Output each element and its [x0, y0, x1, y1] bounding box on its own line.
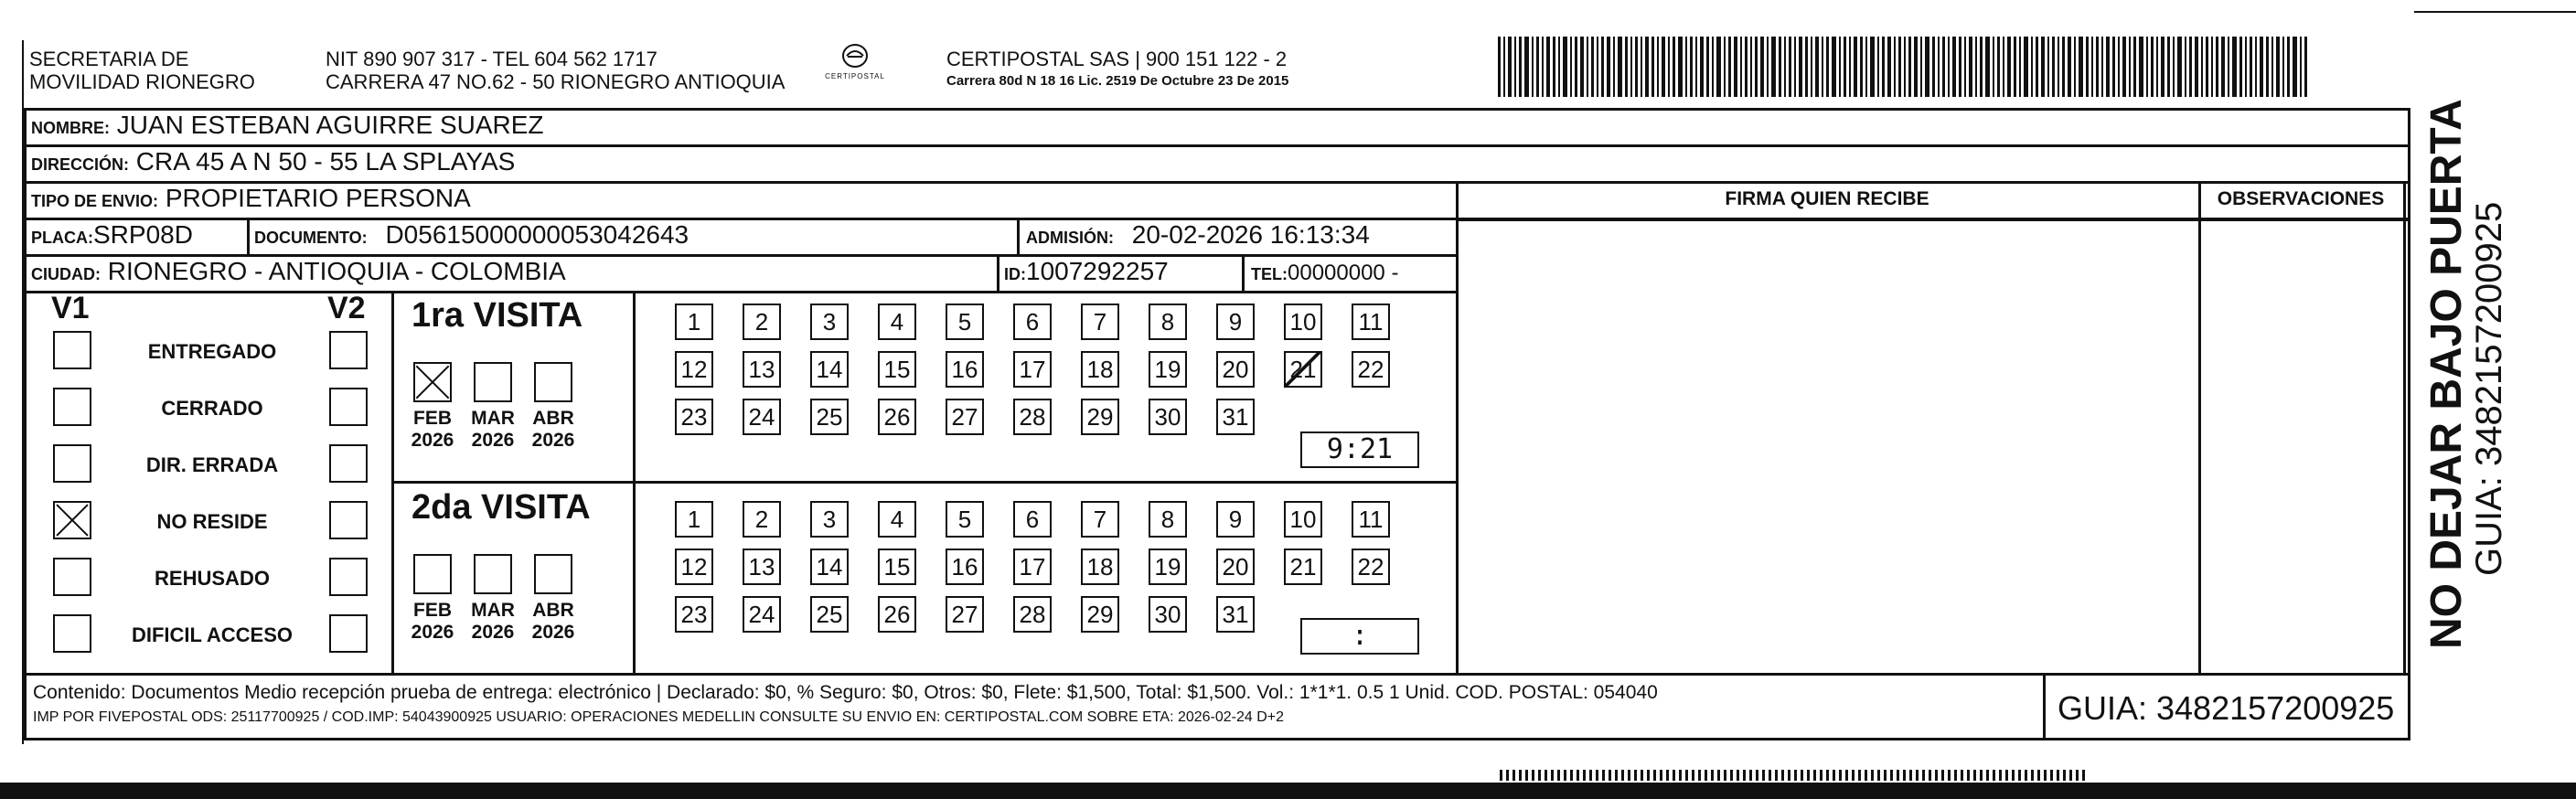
day-box[interactable]: 20: [1216, 549, 1255, 585]
month-label: ABR 2026: [531, 408, 575, 451]
v2-checkbox[interactable]: [329, 444, 368, 483]
day-box[interactable]: 9: [1216, 501, 1255, 538]
day-box[interactable]: 18: [1081, 549, 1119, 585]
day-box[interactable]: 29: [1081, 596, 1119, 633]
tel-row: [1251, 258, 1398, 288]
day-box[interactable]: 12: [675, 351, 713, 388]
day-box[interactable]: 29: [1081, 399, 1119, 435]
rule-ciudad: [24, 291, 1456, 293]
status-label: DIR. ERRADA: [145, 453, 279, 476]
side-warning: NO DEJAR BAJO PUERTA: [2422, 99, 2471, 649]
day-box[interactable]: 31: [1216, 399, 1255, 435]
bottom-barcode-fragment: [1500, 770, 2085, 781]
company-line2: Carrera 80d N 18 16 Lic. 2519 De Octubre 23 De 2015: [946, 73, 1289, 89]
day-box[interactable]: 5: [946, 501, 984, 538]
month-checkbox[interactable]: [474, 554, 512, 594]
status-label: DIFICIL ACCESO: [131, 623, 293, 646]
day-box[interactable]: 8: [1149, 501, 1187, 538]
visit1-title: 1ra VISITA: [412, 296, 583, 335]
logo-text: CERTIPOSTAL: [825, 72, 885, 80]
direccion-label: DIRECCIÓN:: [31, 155, 129, 174]
ciudad-label: CIUDAD:: [31, 265, 101, 283]
day-box[interactable]: 23: [675, 596, 713, 633]
day-box[interactable]: 24: [743, 596, 781, 633]
day-box[interactable]: 30: [1149, 399, 1187, 435]
day-box[interactable]: 3: [810, 501, 849, 538]
visit2-title: 2da VISITA: [412, 488, 591, 527]
v2-checkbox[interactable]: [329, 331, 368, 369]
month-label: MAR 2026: [471, 600, 515, 643]
status-label: CERRADO: [161, 397, 263, 420]
rule-firma-top2: [1456, 219, 2410, 221]
firma-area[interactable]: [1459, 223, 2197, 671]
day-box[interactable]: 11: [1352, 304, 1390, 340]
id-row: [1004, 258, 1169, 288]
nombre-row: [31, 112, 544, 142]
day-box[interactable]: 13: [743, 351, 781, 388]
status-label: ENTREGADO: [147, 340, 277, 363]
rule-right-top: [1456, 181, 2410, 184]
placa-row: [31, 221, 193, 251]
day-box[interactable]: 8: [1149, 304, 1187, 340]
logo-icon: [837, 42, 873, 69]
month-checkbox[interactable]: [534, 362, 572, 402]
v2-header: V2: [327, 291, 366, 325]
day-box[interactable]: 17: [1013, 351, 1052, 388]
certipostal-logo: [823, 42, 887, 90]
day-box[interactable]: 14: [810, 351, 849, 388]
company-block: [946, 48, 1288, 90]
imp-text: IMP POR FIVEPOSTAL ODS: 25117700925 / COD.IMP: 54043900925 USUARIO: OPERACIONES MEDELLIN CONSULTE SU ENVIO EN: CERTIPOSTAL.COM SOBRE ETA: 2026-02-24 D+2: [33, 709, 1285, 725]
day-box[interactable]: 2: [743, 304, 781, 340]
month-checkbox[interactable]: [474, 362, 512, 402]
month-label: MAR 2026: [471, 408, 515, 451]
v1-checkbox[interactable]: [53, 388, 91, 426]
day-box[interactable]: 26: [878, 596, 916, 633]
nit-line2: CARRERA 47 NO.62 - 50 RIONEGRO ANTIOQUIA: [326, 70, 786, 93]
tel-label: TEL:: [1251, 265, 1288, 283]
id-label: ID:: [1004, 265, 1026, 283]
day-box[interactable]: 16: [946, 549, 984, 585]
sep-id: [997, 254, 999, 291]
tipo-row: [31, 185, 471, 215]
v2-checkbox[interactable]: [329, 388, 368, 426]
direccion-value: CRA 45 A N 50 - 55 LA SPLAYAS: [135, 147, 516, 176]
day-box[interactable]: 6: [1013, 304, 1052, 340]
day-box[interactable]: 27: [946, 399, 984, 435]
month-label: FEB 2026: [411, 408, 454, 451]
org-line2: MOVILIDAD RIONEGRO: [29, 70, 255, 93]
day-box[interactable]: 11: [1352, 501, 1390, 538]
month-checkbox[interactable]: [413, 362, 452, 402]
ciudad-value: RIONEGRO - ANTIOQUIA - COLOMBIA: [107, 257, 566, 285]
tipo-value: PROPIETARIO PERSONA: [165, 184, 471, 212]
day-box[interactable]: 7: [1081, 501, 1119, 538]
day-box[interactable]: 26: [878, 399, 916, 435]
day-box[interactable]: 4: [878, 304, 916, 340]
v2-checkbox[interactable]: [329, 501, 368, 539]
day-box[interactable]: 1: [675, 501, 713, 538]
side-guia: GUIA: 3482157200925: [2469, 201, 2509, 576]
v2-checkbox[interactable]: [329, 614, 368, 653]
admision-label: ADMISIÓN:: [1026, 229, 1114, 247]
day-box[interactable]: 28: [1013, 399, 1052, 435]
barcode: [1498, 37, 2412, 97]
day-box[interactable]: 27: [946, 596, 984, 633]
admision-value: 20-02-2026 16:13:34: [1131, 220, 1370, 249]
day-box[interactable]: 19: [1149, 351, 1187, 388]
day-box[interactable]: 13: [743, 549, 781, 585]
day-box[interactable]: 1: [675, 304, 713, 340]
day-box[interactable]: 3: [810, 304, 849, 340]
top-rule: [2414, 11, 2576, 13]
sep-guia: [2043, 673, 2046, 740]
status-label: REHUSADO: [155, 567, 270, 590]
nombre-value: JUAN ESTEBAN AGUIRRE SUAREZ: [116, 111, 544, 139]
sep-placa: [247, 218, 250, 254]
day-box[interactable]: 15: [878, 549, 916, 585]
day-box[interactable]: 15: [878, 351, 916, 388]
sep-tel: [1242, 254, 1245, 291]
placa-label: PLACA:: [31, 229, 93, 247]
documento-row: [254, 221, 689, 251]
day-box[interactable]: 6: [1013, 501, 1052, 538]
day-box[interactable]: 4: [878, 501, 916, 538]
v1-checkbox[interactable]: [53, 614, 91, 653]
guia-footer: GUIA: 3482157200925: [2058, 689, 2395, 727]
documento-value: D05615000000053042643: [385, 220, 689, 249]
company-line1: CERTIPOSTAL SAS | 900 151 122 - 2: [946, 48, 1288, 70]
nombre-label: NOMBRE:: [31, 119, 110, 137]
sep-admision: [1017, 218, 1020, 254]
day-box[interactable]: 2: [743, 501, 781, 538]
day-box[interactable]: 25: [810, 399, 849, 435]
direccion-row: [31, 148, 515, 178]
visit1-time[interactable]: 9:21: [1300, 431, 1419, 468]
day-box[interactable]: 22: [1352, 549, 1390, 585]
tipo-label: TIPO DE ENVIO:: [31, 192, 159, 210]
org-line1: SECRETARIA DE: [29, 48, 189, 70]
documento-label: DOCUMENTO:: [254, 229, 368, 247]
placa-value: SRP08D: [93, 220, 193, 249]
day-box[interactable]: 22: [1352, 351, 1390, 388]
v1-checkbox[interactable]: [53, 331, 91, 369]
sep-right: [2403, 181, 2406, 673]
day-box[interactable]: 21: [1284, 351, 1322, 388]
day-box[interactable]: 5: [946, 304, 984, 340]
sep-obs: [2198, 181, 2201, 673]
day-box[interactable]: 30: [1149, 596, 1187, 633]
sep-firma: [1456, 181, 1459, 673]
day-box[interactable]: 17: [1013, 549, 1052, 585]
day-box[interactable]: 7: [1081, 304, 1119, 340]
day-box[interactable]: 10: [1284, 501, 1322, 538]
bottom-edge: [0, 783, 2576, 799]
id-value: 1007292257: [1026, 257, 1169, 285]
month-checkbox[interactable]: [413, 554, 452, 594]
day-box[interactable]: 31: [1216, 596, 1255, 633]
v1-checkbox[interactable]: [53, 501, 91, 539]
rule-footer: [24, 673, 2410, 676]
day-box[interactable]: 16: [946, 351, 984, 388]
v1-checkbox[interactable]: [53, 444, 91, 483]
day-box[interactable]: 20: [1216, 351, 1255, 388]
v2-checkbox[interactable]: [329, 558, 368, 596]
day-box[interactable]: 14: [810, 549, 849, 585]
month-label: FEB 2026: [411, 600, 454, 643]
admision-row: [1026, 221, 1370, 251]
day-box[interactable]: 12: [675, 549, 713, 585]
day-box[interactable]: 28: [1013, 596, 1052, 633]
day-box[interactable]: 24: [743, 399, 781, 435]
v1-header: V1: [51, 291, 90, 325]
v1-checkbox[interactable]: [53, 558, 91, 596]
tel-value: 00000000 -: [1288, 261, 1399, 285]
nit-block: [326, 48, 785, 93]
firma-header: FIRMA QUIEN RECIBE: [1725, 188, 1929, 209]
contenido-text: Contenido: Documentos Medio recepción prueba de entrega: electrónico | Declarado: $0, % Seguro: $0, Otros: $0, Flete: $1,500, Total: $1,500. Vol.: 1*1*1. 0.5 1 Unid. COD. POSTAL: 054040: [33, 682, 1658, 703]
day-box[interactable]: 19: [1149, 549, 1187, 585]
status-label: NO RESIDE: [156, 510, 268, 533]
month-label: ABR 2026: [531, 600, 575, 643]
day-box[interactable]: 10: [1284, 304, 1322, 340]
day-box[interactable]: 23: [675, 399, 713, 435]
nit-line1: NIT 890 907 317 - TEL 604 562 1717: [326, 48, 657, 70]
visit2-time[interactable]: :: [1300, 618, 1419, 655]
observaciones-header: OBSERVACIONES: [2217, 188, 2385, 209]
day-box[interactable]: 21: [1284, 549, 1322, 585]
ciudad-row: [31, 258, 566, 288]
day-box[interactable]: 25: [810, 596, 849, 633]
sep-visit2: [391, 481, 1456, 484]
day-box[interactable]: 18: [1081, 351, 1119, 388]
month-checkbox[interactable]: [534, 554, 572, 594]
day-box[interactable]: 9: [1216, 304, 1255, 340]
observaciones-area[interactable]: [2202, 223, 2401, 671]
org-name: [29, 48, 255, 93]
